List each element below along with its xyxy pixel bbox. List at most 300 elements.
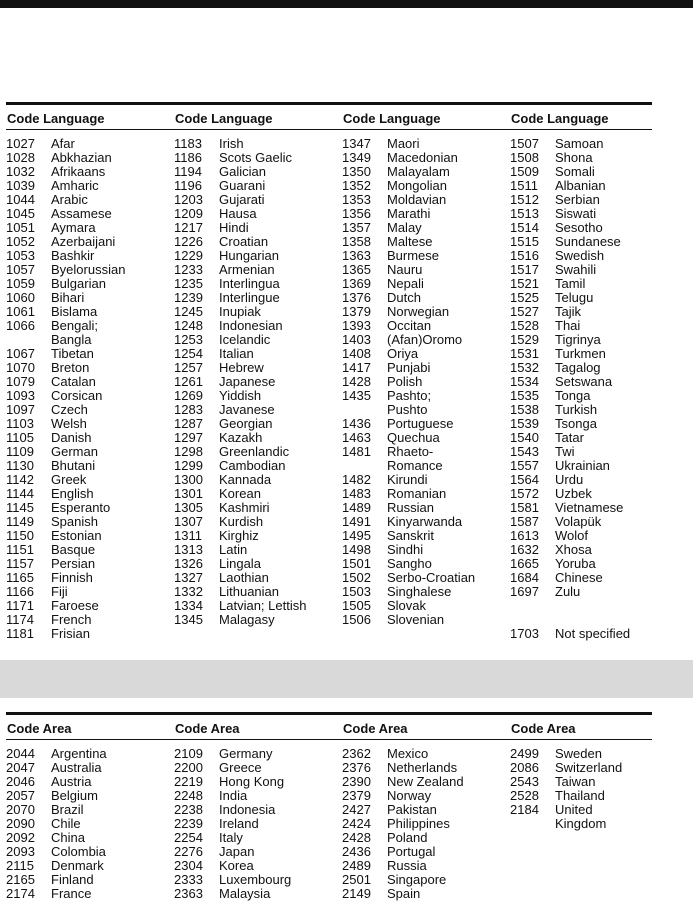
language-name-cell: Greek: [51, 472, 87, 487]
code-cell: 1507: [510, 136, 539, 151]
table-row: [342, 277, 510, 291]
table-row: [174, 845, 342, 859]
language-name-cell: Kinyarwanda: [387, 514, 463, 529]
table-row: [510, 389, 652, 403]
table-row: [174, 473, 342, 487]
language-name-cell: Hungarian: [219, 248, 279, 263]
code-cell: 1495: [342, 528, 371, 543]
language-name-cell: Swahili: [555, 262, 597, 277]
area-name-cell: Colombia: [51, 844, 106, 859]
language-name-cell: Byelorussian: [51, 262, 126, 277]
table-row: [510, 529, 652, 543]
code-cell: 2304: [174, 858, 203, 873]
language-name-cell: Thai: [555, 318, 581, 333]
table-row: [510, 515, 652, 529]
table-row: [510, 599, 652, 613]
table-row: [342, 193, 510, 207]
language-name-cell: Sindhi: [387, 542, 424, 557]
table-row: [510, 165, 652, 179]
area-column: [174, 715, 342, 901]
table-row: [6, 277, 174, 291]
code-cell: 1491: [342, 514, 371, 529]
language-name-cell: Not specified: [555, 626, 631, 641]
code-cell: 1353: [342, 192, 371, 207]
table-row: [174, 375, 342, 389]
language-name-cell: Samoan: [555, 136, 604, 151]
code-cell: 1298: [174, 444, 203, 459]
language-name-cell: Bislama: [51, 304, 98, 319]
table-row: [510, 305, 652, 319]
column-header: Code Area: [511, 721, 576, 736]
language-column: [342, 105, 510, 641]
code-cell: 2219: [174, 774, 203, 789]
table-row: [6, 235, 174, 249]
code-cell: 1334: [174, 598, 203, 613]
table-row: [510, 473, 652, 487]
language-code-table: [6, 102, 652, 641]
table-row: [174, 179, 342, 193]
table-row: [6, 543, 174, 557]
code-cell: 1481: [342, 444, 371, 459]
language-name-cell: Czech: [51, 402, 88, 417]
language-name-cell: Kurdish: [219, 514, 264, 529]
table-row: [510, 803, 652, 817]
table-row: [342, 873, 510, 887]
language-name-cell: Setswana: [555, 374, 613, 389]
table-row: [174, 459, 342, 473]
language-name-cell: Turkish: [555, 402, 598, 417]
code-cell: 2165: [6, 872, 35, 887]
table-row: [6, 207, 174, 221]
language-name-cell: Breton: [51, 360, 90, 375]
table-row: [342, 333, 510, 347]
code-cell: 2109: [174, 746, 203, 761]
table-row: [6, 557, 174, 571]
code-cell: [510, 613, 555, 627]
table-row: [6, 585, 174, 599]
language-name-cell: Yiddish: [219, 388, 262, 403]
table-row: [6, 747, 174, 761]
language-name-cell: Hindi: [219, 220, 249, 235]
table-row: [6, 361, 174, 375]
code-cell: 2363: [174, 886, 203, 901]
language-name-cell: Tagalog: [555, 360, 601, 375]
code-cell: 2044: [6, 746, 35, 761]
code-cell: 1581: [510, 500, 539, 515]
table-row: [510, 761, 652, 775]
code-cell: 1301: [174, 486, 203, 501]
table-row: [6, 431, 174, 445]
language-name-cell: Nauru: [387, 262, 423, 277]
code-cell: 1194: [174, 164, 202, 179]
code-cell: 2115: [6, 858, 34, 873]
table-row: [6, 515, 174, 529]
code-cell: [510, 599, 555, 613]
area-name-cell: Spain: [387, 886, 421, 901]
area-name-cell: Belgium: [51, 788, 98, 803]
language-name-cell: Bangla: [51, 332, 92, 347]
code-cell: 1349: [342, 150, 371, 165]
table-row: [6, 319, 174, 333]
table-row: [510, 613, 652, 627]
code-cell: 1632: [510, 542, 539, 557]
table-row: [342, 789, 510, 803]
language-name-cell: Romance: [387, 458, 443, 473]
code-cell: 1051: [6, 220, 35, 235]
language-name-cell: Volapük: [555, 514, 602, 529]
table-row: [510, 431, 652, 445]
table-row: [174, 599, 342, 613]
table-row: [342, 207, 510, 221]
code-cell: 2248: [174, 788, 203, 803]
language-name-cell: Tsonga: [555, 416, 597, 431]
table-row: [6, 193, 174, 207]
area-name-cell: Hong Kong: [219, 774, 285, 789]
code-cell: 1482: [342, 472, 371, 487]
area-code-table: [6, 712, 652, 901]
code-cell: 1436: [342, 416, 371, 431]
table-row: [174, 873, 342, 887]
table-row: [6, 529, 174, 543]
table-row: [510, 571, 652, 585]
code-cell: 1181: [6, 626, 34, 641]
language-name-cell: Croatian: [219, 234, 269, 249]
table-row: [6, 403, 174, 417]
code-cell: 1514: [510, 220, 539, 235]
area-name-cell: Argentina: [51, 746, 107, 761]
area-name-cell: Luxembourg: [219, 872, 292, 887]
language-name-cell: Finnish: [51, 570, 93, 585]
code-cell: 1529: [510, 332, 539, 347]
language-name-cell: Hausa: [219, 206, 257, 221]
table-row: [342, 375, 510, 389]
language-name-cell: Basque: [51, 542, 96, 557]
code-cell: 1363: [342, 248, 371, 263]
area-name-cell: Thailand: [555, 788, 605, 803]
table-row: [510, 459, 652, 473]
table-row: [6, 263, 174, 277]
table-row: [174, 613, 342, 627]
code-cell: 1379: [342, 304, 371, 319]
code-cell: 1239: [174, 290, 203, 305]
code-cell: 1665: [510, 556, 539, 571]
language-name-cell: Somali: [555, 164, 595, 179]
code-cell: 1506: [342, 612, 371, 627]
code-cell: 1305: [174, 500, 203, 515]
code-cell: 1511: [510, 178, 538, 193]
language-name-cell: Lithuanian: [219, 584, 279, 599]
table-row: [510, 375, 652, 389]
table-row: [510, 445, 652, 459]
area-name-cell: Russia: [387, 858, 427, 873]
code-cell: 2489: [342, 858, 371, 873]
code-cell: 1393: [342, 318, 371, 333]
code-cell: 1528: [510, 318, 539, 333]
area-name-cell: Taiwan: [555, 774, 596, 789]
table-row: [342, 319, 510, 333]
area-name-cell: Netherlands: [387, 760, 458, 775]
table-row: [6, 137, 174, 151]
language-name-cell: Tajik: [555, 304, 582, 319]
language-name-cell: Siswati: [555, 206, 597, 221]
code-cell: 2057: [6, 788, 35, 803]
table-row: [342, 221, 510, 235]
code-cell: 1109: [6, 444, 34, 459]
area-name-cell: Brazil: [51, 802, 84, 817]
table-row: [342, 473, 510, 487]
code-cell: 1130: [6, 458, 34, 473]
code-cell: 1053: [6, 248, 35, 263]
table-row: [342, 417, 510, 431]
code-cell: 1027: [6, 136, 35, 151]
area-name-cell: Indonesia: [219, 802, 276, 817]
area-name-cell: Austria: [51, 774, 92, 789]
table-row: [342, 165, 510, 179]
table-row: [342, 291, 510, 305]
code-cell: 2362: [342, 746, 371, 761]
table-row: [174, 887, 342, 901]
code-cell: 1527: [510, 304, 539, 319]
code-cell: 2070: [6, 802, 35, 817]
code-cell: 1052: [6, 234, 35, 249]
table-row: [510, 193, 652, 207]
code-cell: 1226: [174, 234, 203, 249]
code-cell: 1521: [510, 276, 539, 291]
language-name-cell: Latin: [219, 542, 248, 557]
language-name-cell: Oriya: [387, 346, 419, 361]
language-name-cell: Esperanto: [51, 500, 111, 515]
language-name-cell: Pushto: [387, 402, 428, 417]
code-cell: 1697: [510, 584, 539, 599]
language-name-cell: Vietnamese: [555, 500, 624, 515]
code-cell: 1165: [6, 570, 34, 585]
table-row: [174, 817, 342, 831]
language-name-cell: English: [51, 486, 94, 501]
table-row: [6, 347, 174, 361]
language-name-cell: Spanish: [51, 514, 98, 529]
language-name-cell: Guarani: [219, 178, 266, 193]
area-name-cell: Mexico: [387, 746, 429, 761]
table-row: [174, 389, 342, 403]
table-row: [6, 305, 174, 319]
language-name-cell: Mongolian: [387, 178, 447, 193]
language-name-cell: Icelandic: [219, 332, 271, 347]
code-cell: 1044: [6, 192, 35, 207]
table-row: [510, 347, 652, 361]
area-name-cell: Portugal: [387, 844, 436, 859]
code-cell: 1229: [174, 248, 203, 263]
area-name-cell: Philippines: [387, 816, 450, 831]
language-name-cell: Estonian: [51, 528, 102, 543]
table-row: [174, 501, 342, 515]
code-cell: 1060: [6, 290, 35, 305]
table-row: [342, 235, 510, 249]
language-name-cell: Dutch: [387, 290, 421, 305]
column-header: Code Area: [7, 721, 72, 736]
table-row: [510, 501, 652, 515]
table-row: [6, 803, 174, 817]
table-row: [342, 599, 510, 613]
code-cell: 2200: [174, 760, 203, 775]
code-cell: 1028: [6, 150, 35, 165]
column-header: Code Language: [175, 111, 273, 126]
language-name-cell: Punjabi: [387, 360, 431, 375]
table-row: [6, 445, 174, 459]
table-row: [342, 403, 510, 417]
table-row: [174, 249, 342, 263]
table-row: [174, 803, 342, 817]
table-row: [342, 613, 510, 627]
code-cell: [510, 817, 555, 831]
code-cell: 1376: [342, 290, 371, 305]
language-name-cell: Indonesian: [219, 318, 283, 333]
code-cell: 1171: [6, 598, 34, 613]
table-row: [174, 747, 342, 761]
table-row: [510, 263, 652, 277]
code-cell: 1157: [6, 556, 34, 571]
language-name-cell: Romanian: [387, 486, 447, 501]
code-cell: 1311: [174, 528, 202, 543]
code-cell: 2428: [342, 830, 371, 845]
language-name-cell: Uzbek: [555, 486, 592, 501]
code-cell: 1332: [174, 584, 203, 599]
code-cell: 2090: [6, 816, 35, 831]
area-column: [510, 715, 652, 901]
code-cell: 1538: [510, 402, 539, 417]
table-row: [510, 557, 652, 571]
code-cell: 1307: [174, 514, 203, 529]
code-cell: 1483: [342, 486, 371, 501]
code-cell: 1059: [6, 276, 35, 291]
language-name-cell: Malay: [387, 220, 422, 235]
language-name-cell: Lingala: [219, 556, 261, 571]
table-row: [510, 747, 652, 761]
table-row: [174, 319, 342, 333]
table-row: [342, 529, 510, 543]
code-cell: 1313: [174, 542, 203, 557]
language-name-cell: Singhalese: [387, 584, 452, 599]
language-name-cell: Amharic: [51, 178, 99, 193]
language-name-cell: German: [51, 444, 98, 459]
code-cell: 1501: [342, 556, 371, 571]
language-name-cell: Latvian; Lettish: [219, 598, 307, 613]
language-name-cell: Polish: [387, 374, 423, 389]
table-row: [510, 277, 652, 291]
language-name-cell: Pashto;: [387, 388, 432, 403]
code-cell: 1572: [510, 486, 539, 501]
area-name-cell: Italy: [219, 830, 243, 845]
language-name-cell: Bashkir: [51, 248, 95, 263]
code-cell: 1356: [342, 206, 371, 221]
code-cell: 1039: [6, 178, 35, 193]
table-row: [6, 249, 174, 263]
table-row: [510, 179, 652, 193]
area-name-cell: Poland: [387, 830, 428, 845]
table-row: [510, 319, 652, 333]
table-row: [174, 789, 342, 803]
code-cell: 1079: [6, 374, 35, 389]
code-cell: 1515: [510, 234, 539, 249]
table-row: [174, 557, 342, 571]
table-row: [6, 165, 174, 179]
code-cell: 1297: [174, 430, 203, 445]
table-row: [6, 859, 174, 873]
language-name-cell: Inupiak: [219, 304, 261, 319]
language-name-cell: Armenian: [219, 262, 275, 277]
table-row: [342, 515, 510, 529]
code-cell: 1408: [342, 346, 371, 361]
table-row: [510, 361, 652, 375]
table-row: [6, 487, 174, 501]
language-name-cell: Georgian: [219, 416, 273, 431]
code-cell: 1358: [342, 234, 371, 249]
code-cell: 1032: [6, 164, 35, 179]
code-cell: 1151: [6, 542, 34, 557]
table-row: [342, 347, 510, 361]
code-cell: 1540: [510, 430, 539, 445]
language-name-cell: French: [51, 612, 92, 627]
language-name-cell: Danish: [51, 430, 92, 445]
language-name-cell: Tamil: [555, 276, 586, 291]
language-name-cell: Sundanese: [555, 234, 621, 249]
table-row: [510, 417, 652, 431]
code-cell: 1539: [510, 416, 539, 431]
table-row: [342, 137, 510, 151]
language-name-cell: Chinese: [555, 570, 603, 585]
language-name-cell: Quechua: [387, 430, 440, 445]
language-name-cell: Bengali;: [51, 318, 98, 333]
code-cell: 1517: [510, 262, 539, 277]
language-name-cell: Yoruba: [555, 556, 596, 571]
area-name-cell: New Zealand: [387, 774, 464, 789]
table-row: [174, 305, 342, 319]
code-cell: 1703: [510, 626, 539, 641]
table-row: [510, 403, 652, 417]
code-cell: 1516: [510, 248, 539, 263]
language-name-cell: Burmese: [387, 248, 440, 263]
language-name-cell: Serbian: [555, 192, 600, 207]
language-name-cell: Norwegian: [387, 304, 450, 319]
code-cell: 1149: [6, 514, 34, 529]
code-cell: 1061: [6, 304, 35, 319]
language-name-cell: Turkmen: [555, 346, 606, 361]
code-cell: 1196: [174, 178, 202, 193]
table-row: [342, 747, 510, 761]
table-row: [174, 775, 342, 789]
column-header: Code Area: [343, 721, 408, 736]
table-row: [510, 333, 652, 347]
table-row: [342, 151, 510, 165]
table-row: [342, 831, 510, 845]
code-cell: 2254: [174, 830, 203, 845]
code-cell: 2174: [6, 886, 35, 901]
column-header: Code Language: [7, 111, 105, 126]
code-cell: 1345: [174, 612, 203, 627]
language-name-cell: Serbo-Croatian: [387, 570, 476, 585]
code-cell: 2427: [342, 802, 371, 817]
table-row: [342, 459, 510, 473]
code-cell: 1300: [174, 472, 203, 487]
language-name-cell: Malagasy: [219, 612, 275, 627]
area-name-cell: Malaysia: [219, 886, 271, 901]
code-cell: 1287: [174, 416, 203, 431]
language-name-cell: Kashmiri: [219, 500, 270, 515]
code-cell: 1166: [6, 584, 34, 599]
table-row: [174, 431, 342, 445]
language-column: [174, 105, 342, 641]
code-cell: 1505: [342, 598, 371, 613]
code-cell: 2092: [6, 830, 35, 845]
